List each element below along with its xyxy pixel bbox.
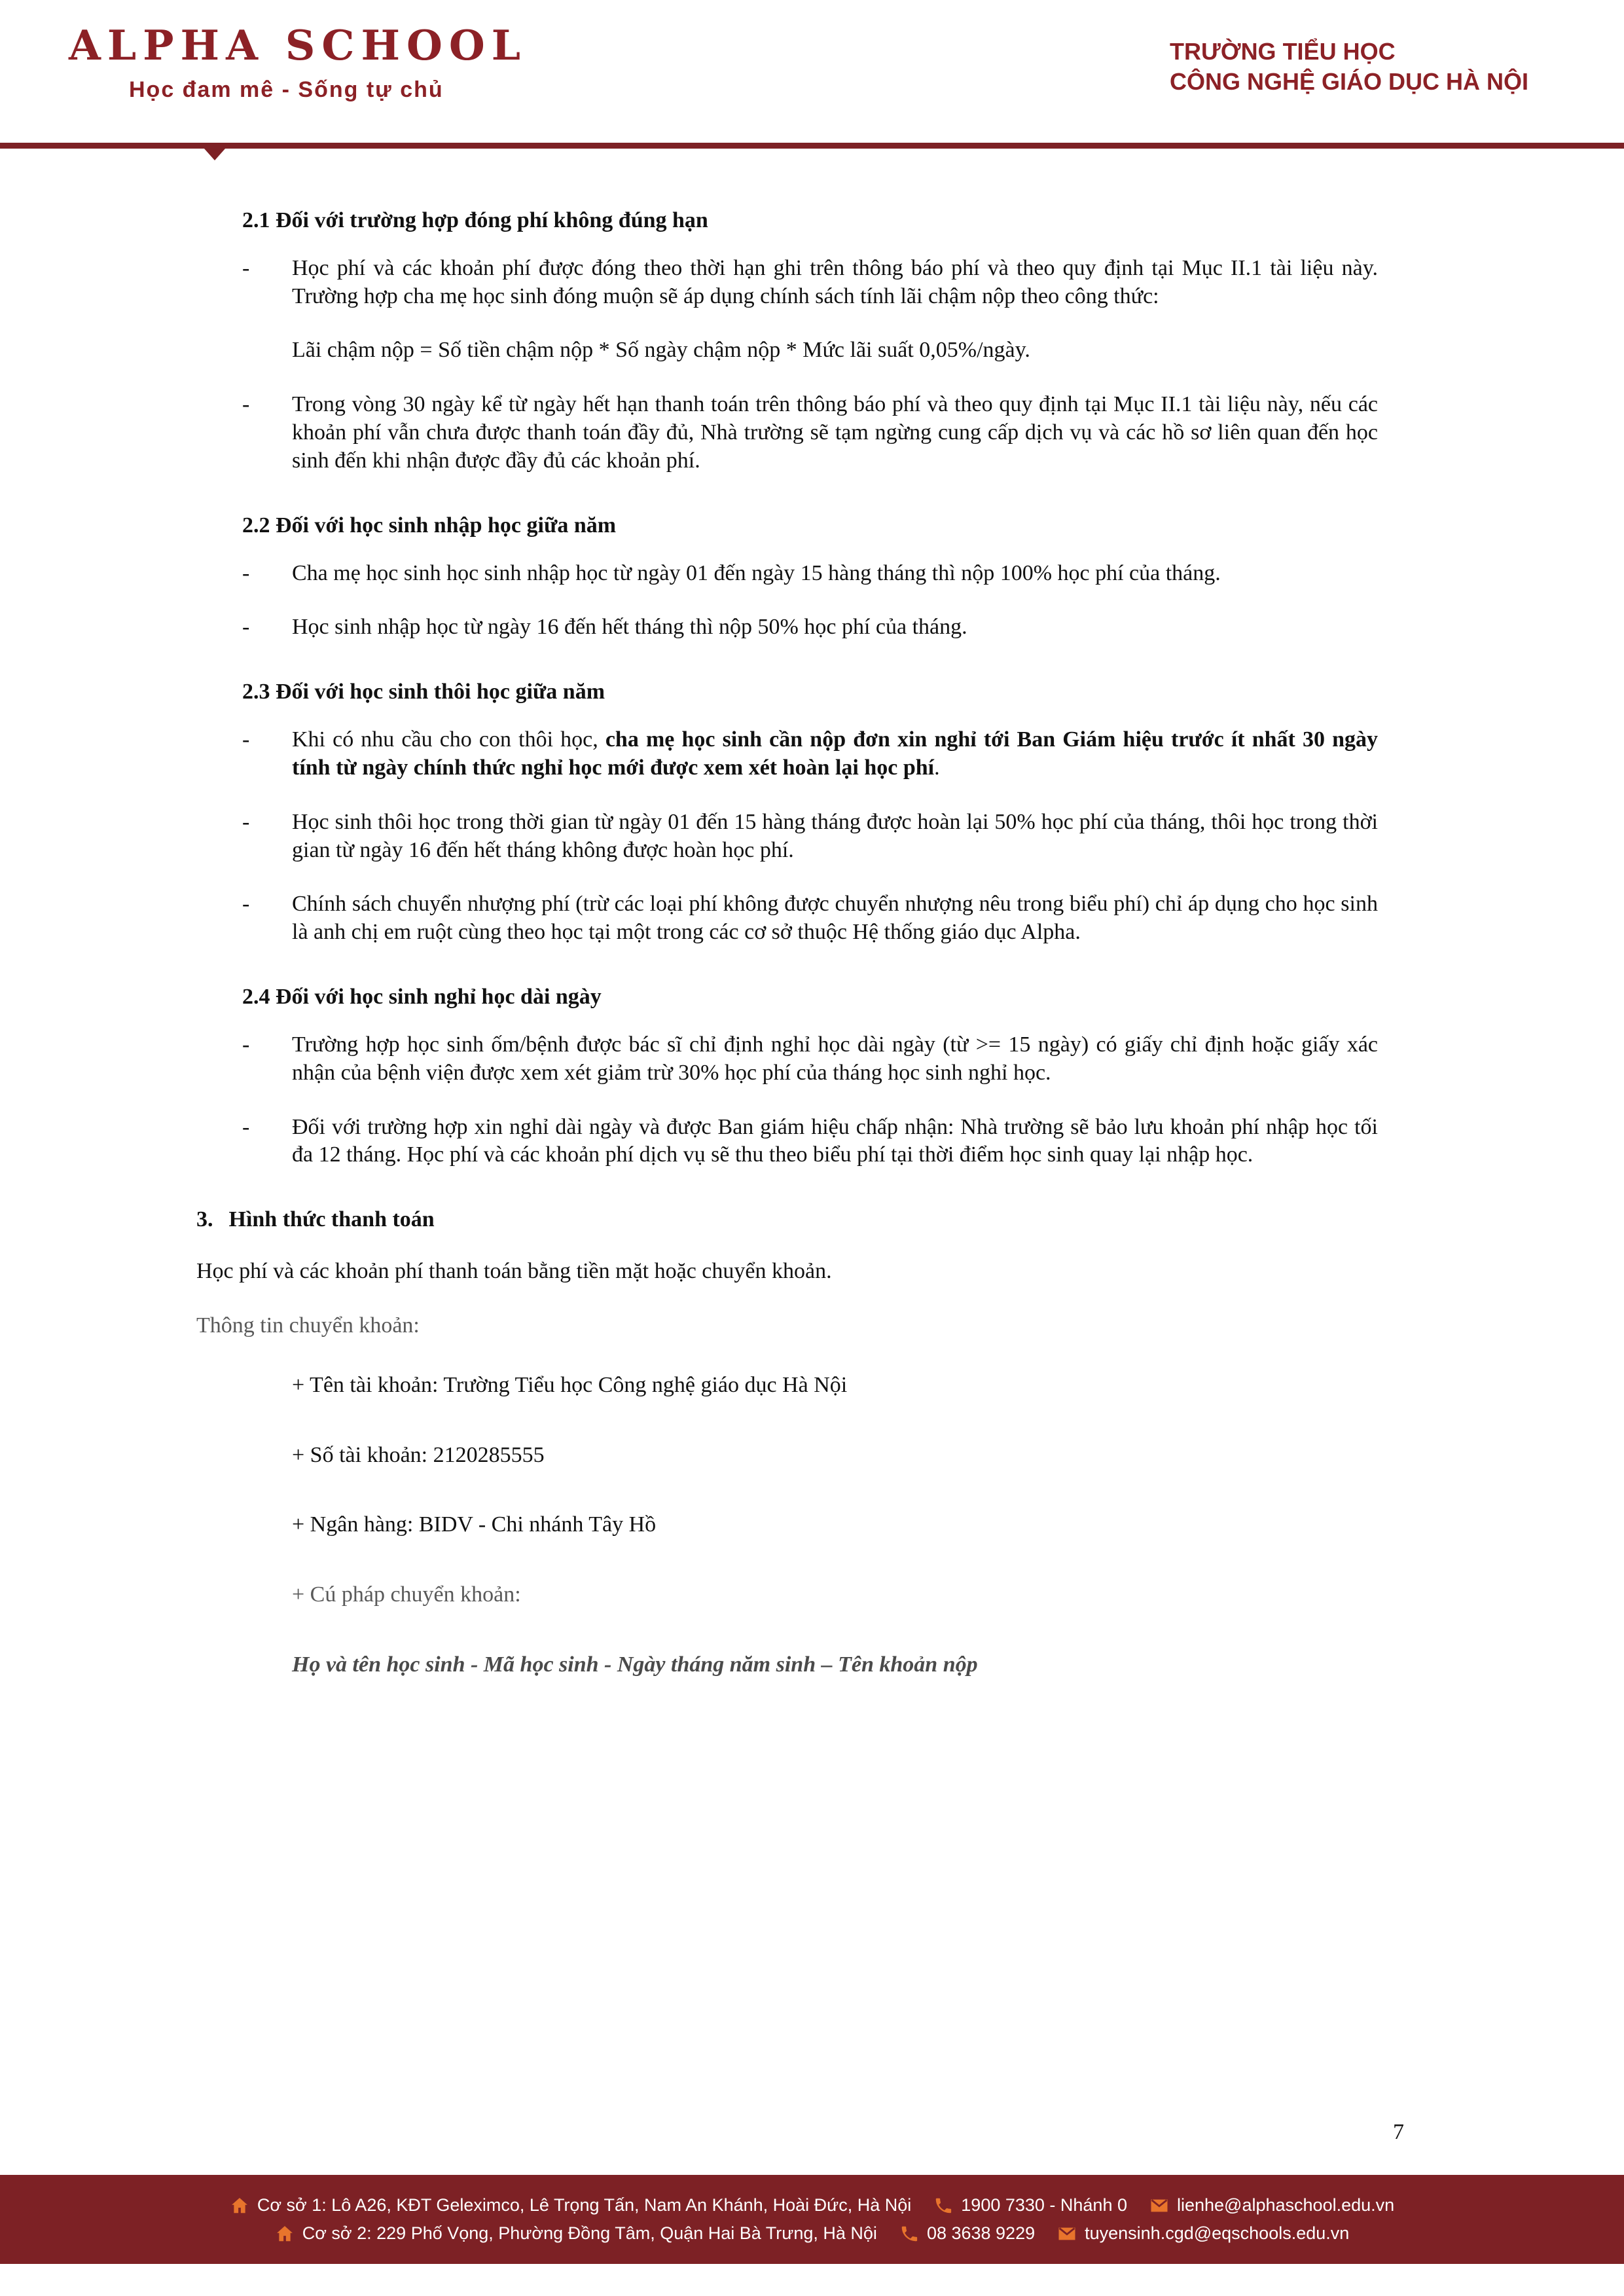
school-logo-title: ALPHA SCHOOL [69,21,528,69]
bullet-text: Cha mẹ học sinh học sinh nhập học từ ngày 01 đến ngày 15 hàng tháng thì nộp 100% học phí của tháng. [292,560,1221,585]
footer-line-1 [0,2195,1624,2215]
page-header [69,21,1555,141]
home-icon [230,2196,249,2215]
bullet-dash: - [242,392,250,417]
header-divider-notch [204,149,225,160]
bullet-dash: - [242,727,250,752]
list-item [242,255,1378,311]
footer-phone-1: 1900 7330 - Nhánh 0 [961,2195,1127,2215]
section-2-2-heading: 2.2 Đối với học sinh nhập học giữa năm [242,513,617,538]
section-2-1-heading: 2.1 Đối với trường hợp đóng phí không đúng hạn [242,208,708,232]
bullet-text: Học sinh thôi học trong thời gian từ ngày 01 đến 15 hàng tháng được hoàn lại 50% học phí của tháng, thôi học trong thời gian từ ngày 16 đến hết tháng không được hoàn học phí. [292,809,1378,862]
section-3-heading [196,1206,1378,1234]
page-number: 7 [1393,2120,1404,2144]
footer-line-2 [0,2223,1624,2244]
transfer-syntax-label: + Cú pháp chuyển khoản: [292,1582,521,1607]
bullet-text: Chính sách chuyển nhượng phí (trừ các loại phí không được chuyển nhượng nêu trong biểu phí) chỉ áp dụng cho học sinh là anh chị em ruột cùng theo học tại một trong các cơ sở thuộc Hệ thống giáo dục Alpha. [292,892,1378,945]
footer-address-1: Cơ sở 1: Lô A26, KĐT Geleximco, Lê Trọng Tấn, Nam An Khánh, Hoài Đức, Hà Nội [257,2195,912,2215]
payment-method-paragraph: Học phí và các khoản phí thanh toán bằng tiền mặt hoặc chuyển khoản. [196,1259,832,1284]
list-item [242,391,1378,475]
list-item [242,890,1378,947]
bullet-dash: - [242,560,250,585]
list-item [242,1114,1378,1170]
bullet-text: Học sinh nhập học từ ngày 16 đến hết tháng thì nộp 50% học phí của tháng. [292,615,967,640]
bullet-text: Đối với trường hợp xin nghỉ dài ngày và được Ban giám hiệu chấp nhận: Nhà trường sẽ bảo lưu khoản phí nhập học tối đa 12 tháng. Học phí và các khoản phí dịch vụ sẽ thu theo biểu phí tại thời điểm học sinh quay lại nhập học. [292,1114,1378,1167]
transfer-syntax-line: Họ và tên học sinh - Mã học sinh - Ngày tháng năm sinh – Tên khoản nộp [292,1652,978,1677]
section-3-number: 3. [196,1207,213,1232]
bullet-text: Trường hợp học sinh ốm/bệnh được bác sĩ chỉ định nghỉ học dài ngày (từ >= 15 ngày) có giấy chỉ định hoặc giấy xác nhận của bệnh viện được xem xét giảm trừ 30% học phí của tháng học sinh nghỉ học. [292,1032,1378,1085]
list-item [242,560,1378,588]
late-fee-formula: Lãi chậm nộp = Số tiền chậm nộp * Số ngày chậm nộp * Mức lãi suất 0,05%/ngày. [292,338,1030,363]
document-body [196,170,1378,1679]
bullet-text-normal: Khi có nhu cầu cho con thôi học, [292,727,605,752]
footer [0,2175,1624,2264]
phone-icon [899,2224,919,2244]
phone-icon [933,2196,953,2215]
bullet-text-normal: . [934,755,940,780]
bullet-text-bold: cha mẹ học sinh cần nộp đơn xin nghỉ tới Ban Giám hiệu trước ít nhất 30 ngày tính từ ngày chính thức nghỉ học mới được xem xét hoàn lại học phí [292,727,1379,780]
bullet-dash: - [242,1032,250,1057]
section-2-4-heading: 2.4 Đối với học sinh nghỉ học dài ngày [242,985,602,1010]
list-item [242,809,1378,865]
list-item [242,726,1378,782]
bullet-text: Trong vòng 30 ngày kể từ ngày hết hạn thanh toán trên thông báo phí và theo quy định tại Mục II.1 tài liệu này, nếu các khoản phí vẫn chưa được thanh toán đầy đủ, Nhà trường sẽ tạm ngừng cung cấp dịch vụ và các hồ sơ liên quan đến học sinh đến khi nhận được đầy đủ các khoản phí. [292,392,1378,473]
school-name-block [1170,37,1528,97]
list-item [242,613,1378,642]
bullet-dash: - [242,892,250,917]
footer-email-2: tuyensinh.cgd@eqschools.edu.vn [1085,2223,1350,2243]
transfer-info-label: Thông tin chuyển khoản: [196,1313,420,1338]
home-icon [275,2224,295,2244]
footer-phone-2: 08 3638 9229 [926,2223,1036,2243]
mail-icon [1149,2196,1169,2215]
bullet-dash: - [242,255,250,280]
section-3-title: Hình thức thanh toán [228,1207,435,1232]
school-logo-tagline: Học đam mê - Sống tự chủ [129,77,444,103]
school-name-line2: CÔNG NGHỆ GIÁO DỤC HÀ NỘI [1170,68,1529,96]
section-2-3-heading: 2.3 Đối với học sinh thôi học giữa năm [242,680,605,704]
mail-icon [1057,2224,1077,2244]
bullet-text: Học phí và các khoản phí được đóng theo thời hạn ghi trên thông báo phí và theo quy định tại Mục II.1 tài liệu này. Trường hợp cha mẹ học sinh đóng muộn sẽ áp dụng chính sách tính lãi chậm nộp theo công thức: [292,255,1378,308]
account-number-line: + Số tài khoản: 2120285555 [292,1442,545,1467]
header-divider-rule [0,143,1624,149]
school-name-line1: TRƯỜNG TIỂU HỌC [1170,38,1396,65]
footer-email-1: lienhe@alphaschool.edu.vn [1177,2195,1395,2215]
bullet-dash: - [242,615,250,640]
account-name-line: + Tên tài khoản: Trường Tiểu học Công nghệ giáo dục Hà Nội [292,1372,848,1397]
footer-address-2: Cơ sở 2: 229 Phố Vọng, Phường Đồng Tâm, Quận Hai Bà Trưng, Hà Nội [302,2223,877,2243]
bank-line: + Ngân hàng: BIDV - Chi nhánh Tây Hồ [292,1512,657,1537]
bullet-text [292,726,1378,782]
list-item [242,1031,1378,1087]
bullet-dash: - [242,1114,250,1139]
bullet-dash: - [242,809,250,834]
